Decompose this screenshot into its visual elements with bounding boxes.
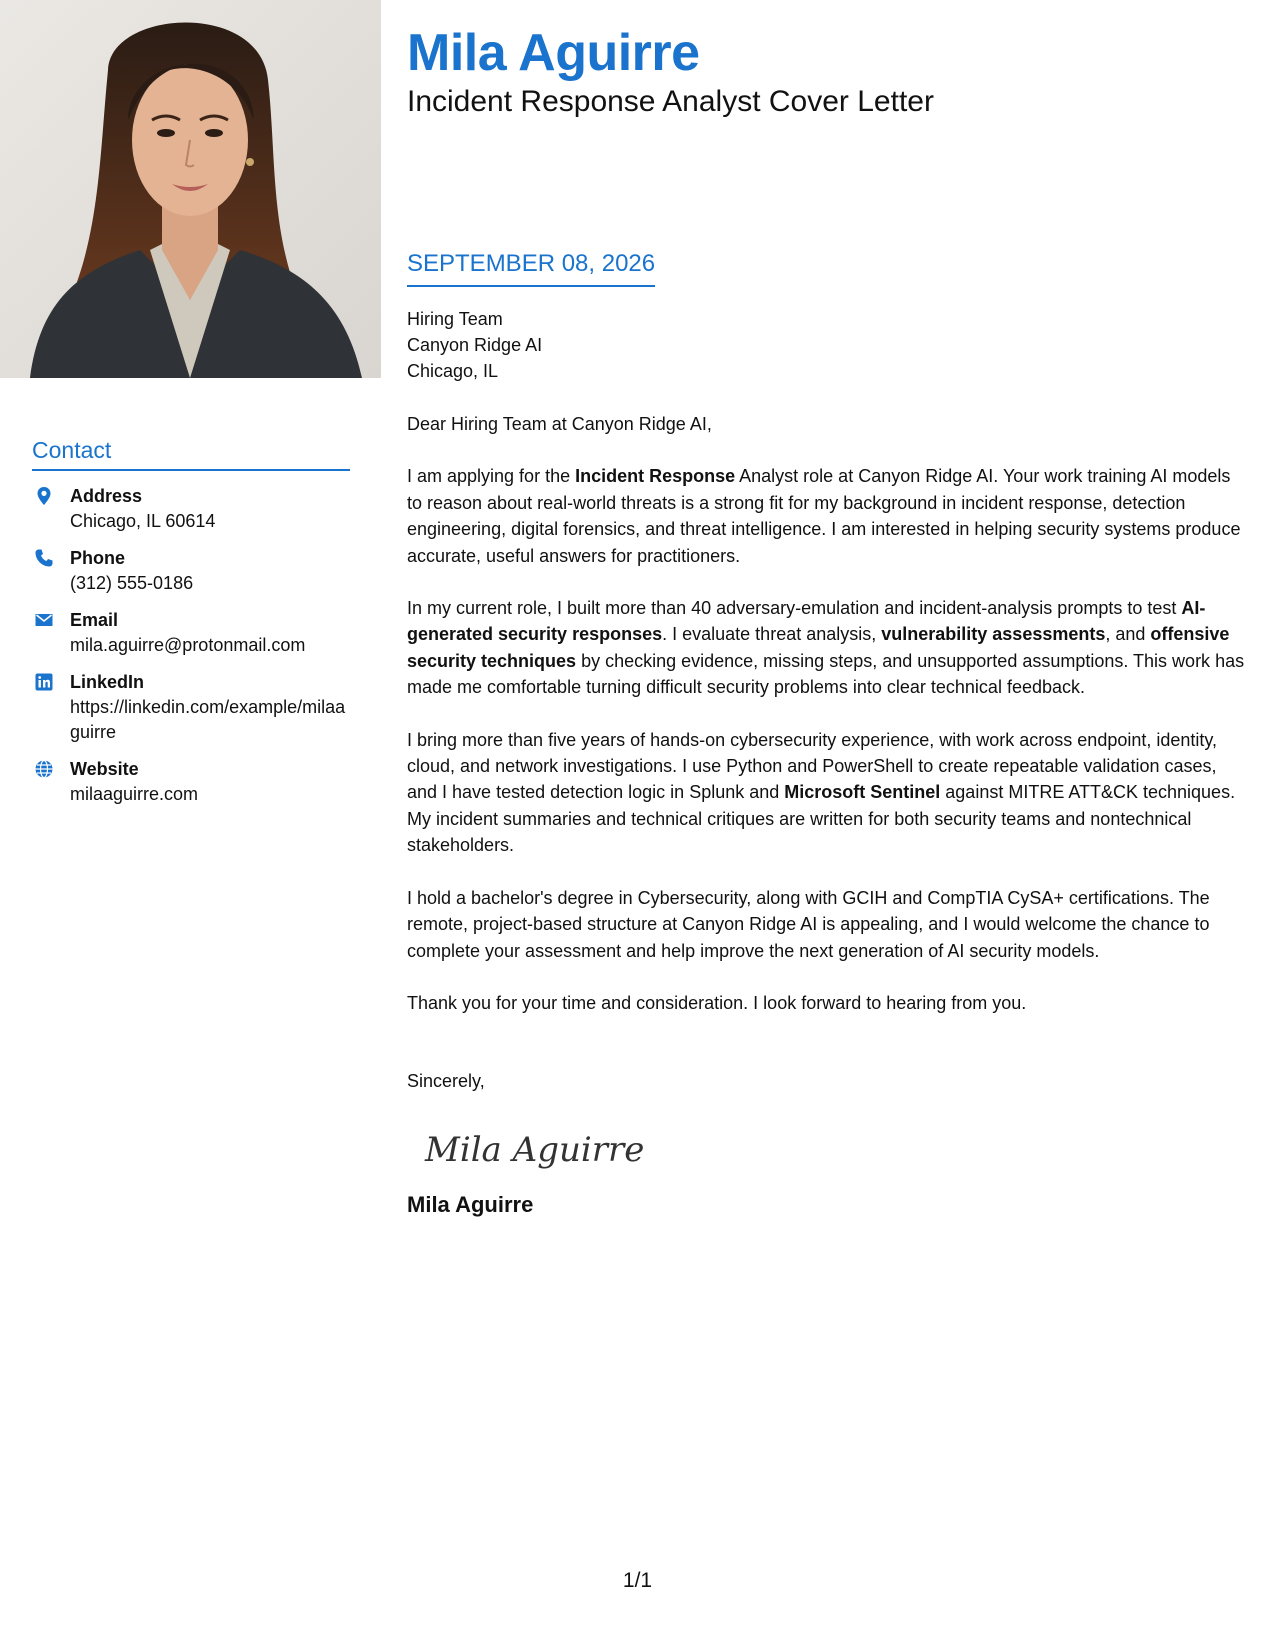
globe-icon xyxy=(34,759,54,779)
letter-header xyxy=(407,22,1242,120)
contact-label: Phone xyxy=(70,548,126,568)
contact-item-website xyxy=(32,757,350,807)
recipient-line: Hiring Team xyxy=(407,309,503,329)
paragraph-text: by checking evidence, missing steps, and unsupported assumptions. This work has made me comfortable turning difficult security problems into clear technical feedback. xyxy=(407,650,1245,698)
map-pin-icon xyxy=(34,486,54,506)
contact-label: Website xyxy=(70,759,139,779)
contact-section xyxy=(32,435,350,819)
letter-date: SEPTEMBER 08, 2026 xyxy=(407,248,655,287)
handwritten-signature xyxy=(421,1117,1245,1181)
salutation: Dear Hiring Team at Canyon Ridge AI, xyxy=(407,414,712,434)
profile-photo xyxy=(0,0,381,378)
signature-image xyxy=(421,1117,661,1181)
contact-list xyxy=(32,484,350,807)
paragraph-text: . I evaluate threat analysis, xyxy=(662,624,882,645)
emphasis-text: Microsoft Sentinel xyxy=(784,782,941,803)
signed-name: Mila Aguirre xyxy=(407,1191,534,1217)
contact-item-address xyxy=(32,484,350,534)
contact-item-email xyxy=(32,608,350,658)
document-subtitle: Incident Response Analyst Cover Letter xyxy=(407,85,934,118)
phone-icon xyxy=(34,548,54,568)
emphasis-text: AI-generated security responses xyxy=(407,598,1206,645)
date-block xyxy=(407,248,655,287)
letter-paragraph xyxy=(407,727,1245,859)
applicant-name: Mila Aguirre xyxy=(407,24,700,82)
paragraph-text: against MITRE ATT&CK techniques. My incident summaries and technical critiques are written for both security teams and nontechnical stakeholders. xyxy=(407,782,1236,856)
paragraph-text: I hold a bachelor's degree in Cybersecurity, along with GCIH and CompTIA CySA+ certifications. The remote, project-based structure at Canyon Ridge AI is appealing, and I would welcome the chance to complete your assessment and help improve the next generation of AI security models. xyxy=(407,887,1210,961)
address-value: Chicago, IL 60614 xyxy=(70,511,216,531)
paragraph-text: Thank you for your time and consideration. I look forward to hearing from you. xyxy=(407,992,1027,1013)
contact-item-linkedin xyxy=(32,670,350,745)
letter-paragraph xyxy=(407,990,1245,1016)
paragraph-text: I am applying for the xyxy=(407,466,576,487)
letter-paragraph xyxy=(407,463,1245,569)
email-icon xyxy=(34,610,54,630)
letter-paragraph xyxy=(407,595,1245,701)
linkedin-value[interactable]: https://linkedin.com/example/milaaguirre xyxy=(70,697,346,742)
letter-body xyxy=(407,306,1245,1219)
email-value[interactable]: mila.aguirre@protonmail.com xyxy=(70,635,306,655)
contact-item-phone xyxy=(32,546,350,596)
contact-label: Email xyxy=(70,610,119,630)
paragraph-text: , and xyxy=(1105,624,1151,645)
portrait-photo xyxy=(0,0,381,378)
recipient-line: Chicago, IL xyxy=(407,361,499,381)
phone-value[interactable]: (312) 555-0186 xyxy=(70,573,194,593)
contact-heading: Contact xyxy=(32,435,350,471)
recipient-block xyxy=(407,306,1245,384)
emphasis-text: vulnerability assessments xyxy=(881,624,1106,645)
website-value[interactable]: milaaguirre.com xyxy=(70,784,199,804)
contact-label: Address xyxy=(70,486,143,506)
letter-paragraphs xyxy=(407,463,1245,1016)
letter-paragraph xyxy=(407,885,1245,964)
contact-label: LinkedIn xyxy=(70,672,145,692)
paragraph-text: Analyst role at Canyon Ridge AI. Your work training AI models to reason about real-world threats is a strong fit for my background in incident response, detection engineering, digital forensics, and threat intelligence. I am interested in helping security systems produce accurate, useful answers for practitioners. xyxy=(407,466,1241,566)
paragraph-text: In my current role, I built more than 40 adversary-emulation and incident-analysis prompts to test xyxy=(407,598,1182,619)
signature-text: Mila Aguirre xyxy=(425,1129,645,1170)
paragraph-text: I bring more than five years of hands-on cybersecurity experience, with work across endpoint, identity, cloud, and network investigations. I use Python and PowerShell to create repeatable validation cases, and I have tested detection logic in Splunk and xyxy=(407,729,1218,803)
closing: Sincerely, xyxy=(407,1071,485,1092)
linkedin-icon xyxy=(34,672,54,692)
emphasis-text: offensive security techniques xyxy=(407,624,1230,671)
page-number: 1/1 xyxy=(622,1569,653,1592)
emphasis-text: Incident Response xyxy=(575,466,736,487)
recipient-line: Canyon Ridge AI xyxy=(407,335,543,355)
